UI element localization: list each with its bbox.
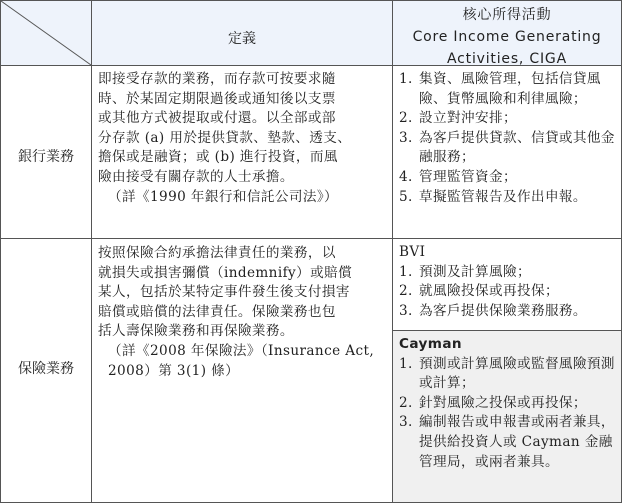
- cayman-activities: [399, 335, 615, 472]
- banking-citation: （詳《1990 年銀行和信託公司法》）: [108, 188, 339, 205]
- row-label-insurance: 保險業務: [18, 361, 74, 377]
- list-item: 1. 預測及計算風險；: [399, 263, 531, 280]
- banking-activities: [399, 70, 615, 207]
- list-item: 2. 針對風險之投保或再投保；: [399, 394, 587, 411]
- insurance-citation: （詳《2008 年保險法》（Insurance Act, 2008）第 3(1) 條）: [108, 342, 375, 379]
- ciga-header: 核心所得活動 Core Income Generating Activities, CIGA: [412, 7, 602, 67]
- list-item: 2. 就風險投保或再投保；: [399, 283, 559, 300]
- definition-header: 定義: [228, 31, 256, 47]
- corner-diagonal: [0, 0, 92, 66]
- list-item: 3. 為客戶提供貸款、信貸或其他金融服務；: [399, 129, 615, 166]
- banking-definition: 即接受存款的業務，而存款可按要求隨 時、於某固定期限過後或通知後以支票 或其他方式被提取或付還。以全部或部 分存款 (a) 用於提供貸款、墊款、透支、 擔保或是融資；或 (b) 進行投資，而風 險由接受有關存款的人士承擔。 （詳《1990 年銀行和信託公司法》）: [98, 70, 388, 207]
- list-item: 1. 集資、風險管理，包括信貸風險、貨幣風險和利律風險；: [399, 71, 601, 107]
- bvi-title: BVI: [399, 244, 426, 260]
- list-item: 3. 為客戶提供保險業務服務。: [399, 302, 587, 319]
- insurance-definition: 按照保險合約承擔法律責任的業務，以 就損失或損害彌償（indemnify）或賠償 某人，包括於某特定事件發生後支付損害 賠償或賠償的法律責任。保險業務也包 括人壽保險業務和再保險業務。 （詳《2008 年保險法》（Insurance Act, 2008）第 3(1) 條）: [98, 244, 388, 381]
- row-label-banking: 銀行業務: [18, 149, 74, 165]
- list-item: 3. 編制報告或申報書或兩者兼具，提供給投資人或 Cayman 金融管理局，或兩者兼具。: [399, 414, 615, 470]
- list-item: 5. 草擬監管報告及作出申報。: [399, 188, 587, 205]
- list-item: 4. 管理監管資金；: [399, 168, 517, 185]
- bvi-activities: [399, 243, 615, 321]
- list-item: 1. 預測或計算風險或監督風險預測或計算；: [399, 355, 615, 392]
- cayman-title: Cayman: [399, 336, 463, 352]
- list-item: 2. 設立對沖安排；: [399, 110, 517, 127]
